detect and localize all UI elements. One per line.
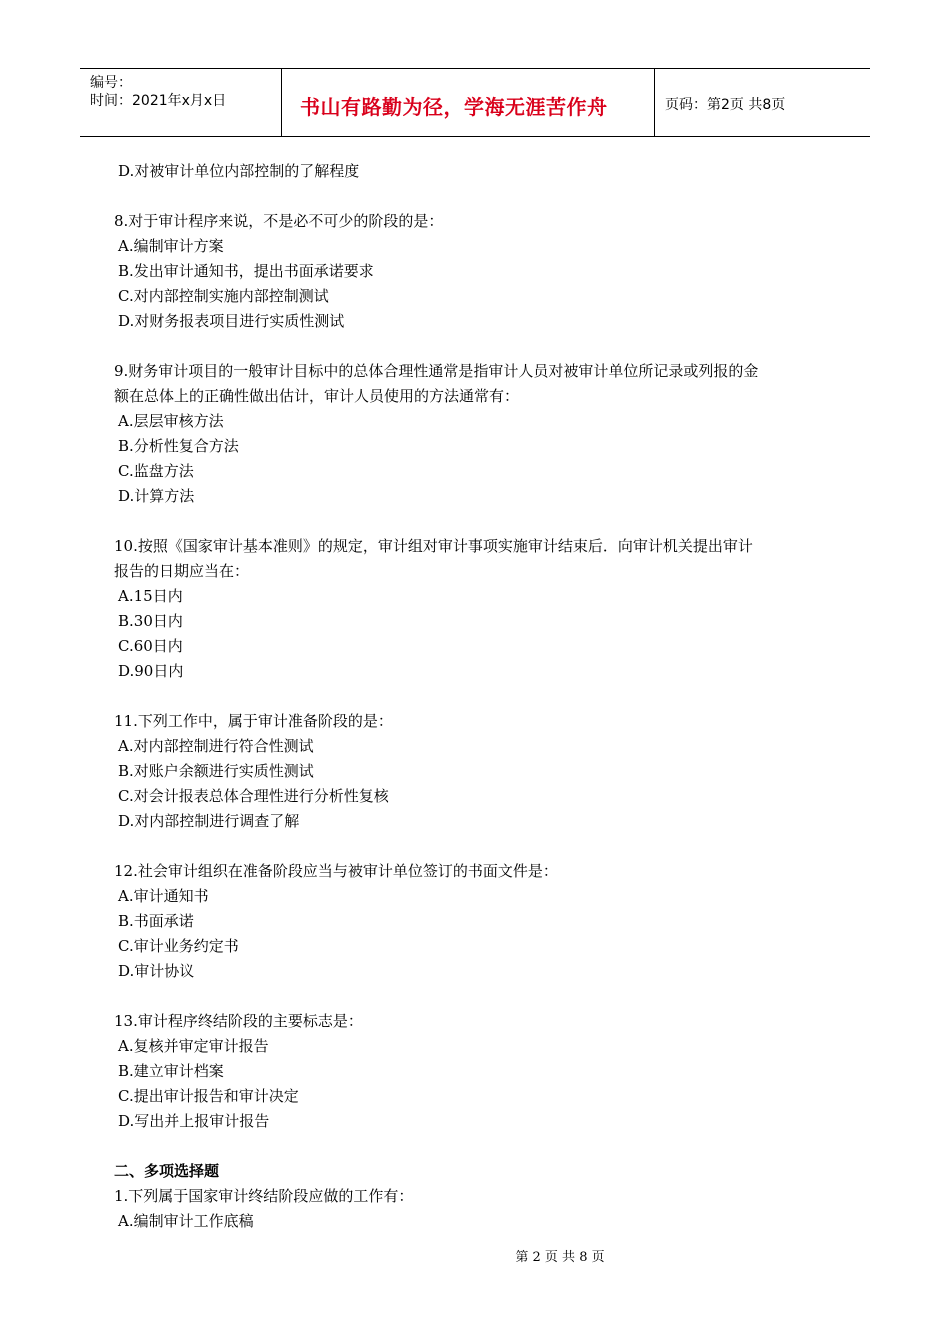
- q12-stem: 12.社会审计组织在准备阶段应当与被审计单位签订的书面文件是：: [114, 862, 558, 880]
- header-motto-cell: [282, 69, 655, 136]
- motto: 书山有路勤为径，学海无涯苦作舟: [300, 95, 608, 119]
- q9-option-c: C.监盘方法: [118, 462, 194, 480]
- q8-option-b: B.发出审计通知书，提出书面承诺要求: [118, 262, 374, 280]
- page-footer: [0, 1246, 950, 1265]
- q12-option-a: A.审计通知书: [118, 887, 209, 905]
- q13-stem: 13.审计程序终结阶段的主要标志是：: [114, 1012, 363, 1030]
- q10-option-c: C.60日内: [118, 637, 183, 655]
- q11-option-a: A.对内部控制进行符合性测试: [118, 737, 314, 755]
- q8-option-d: D.对财务报表项目进行实质性测试: [118, 312, 345, 330]
- q10-option-a: A.15日内: [118, 587, 183, 605]
- q10-stem-line2: 报告的日期应当在：: [114, 562, 250, 580]
- q8-stem: 8.对于审计程序来说，不是必不可少的阶段的是：: [114, 212, 444, 230]
- q11-option-b: B.对账户余额进行实质性测试: [118, 762, 314, 780]
- q9-option-b: B.分析性复合方法: [118, 437, 239, 455]
- header-page-cell: [655, 69, 870, 136]
- q10-stem-line1: 10.按照《国家审计基本准则》的规定，审计组对审计事项实施审计结束后．向审计机关提出审计: [114, 537, 753, 555]
- q10-option-b: B.30日内: [118, 612, 183, 630]
- page-header: [80, 68, 870, 137]
- number-label: 编号：: [90, 75, 132, 91]
- s2-q1-option-a: A.编制审计工作底稿: [118, 1212, 254, 1230]
- q13-option-c: C.提出审计报告和审计决定: [118, 1087, 299, 1105]
- q12-option-b: B.书面承诺: [118, 912, 194, 930]
- document-body: [114, 159, 844, 1234]
- s2-q1-stem: 1.下列属于国家审计终结阶段应做的工作有：: [114, 1187, 414, 1205]
- q9-stem-line1: 9.财务审计项目的一般审计目标中的总体合理性通常是指审计人员对被审计单位所记录或列报的金: [114, 362, 759, 380]
- q12-option-c: C.审计业务约定书: [118, 937, 239, 955]
- q10-option-d: D.90日内: [118, 662, 184, 680]
- section-title: 二、多项选择题: [114, 1162, 220, 1180]
- q9-option-d: D.计算方法: [118, 487, 195, 505]
- q8-option-a: A.编制审计方案: [118, 237, 224, 255]
- q11-option-d: D.对内部控制进行调查了解: [118, 812, 300, 830]
- time-label: 时间：2021年x月x日: [90, 93, 227, 109]
- q9-option-a: A.层层审核方法: [118, 412, 224, 430]
- q12-option-d: D.审计协议: [118, 962, 195, 980]
- q13-option-b: B.建立审计档案: [118, 1062, 224, 1080]
- q13-option-d: D.写出并上报审计报告: [118, 1112, 270, 1130]
- q7-option-d: D.对被审计单位内部控制的了解程度: [118, 162, 360, 180]
- page-info: 页码：第2页 共8页: [665, 97, 786, 113]
- q13-option-a: A.复核并审定审计报告: [118, 1037, 269, 1055]
- q8-option-c: C.对内部控制实施内部控制测试: [118, 287, 329, 305]
- q9-stem-line2: 额在总体上的正确性做出估计，审计人员使用的方法通常有：: [114, 387, 520, 405]
- q11-option-c: C.对会计报表总体合理性进行分析性复核: [118, 787, 389, 805]
- footer-page-number: 第 2 页 共 8 页: [515, 1250, 605, 1265]
- q11-stem: 11.下列工作中，属于审计准备阶段的是：: [114, 712, 393, 730]
- header-meta-cell: [80, 69, 282, 136]
